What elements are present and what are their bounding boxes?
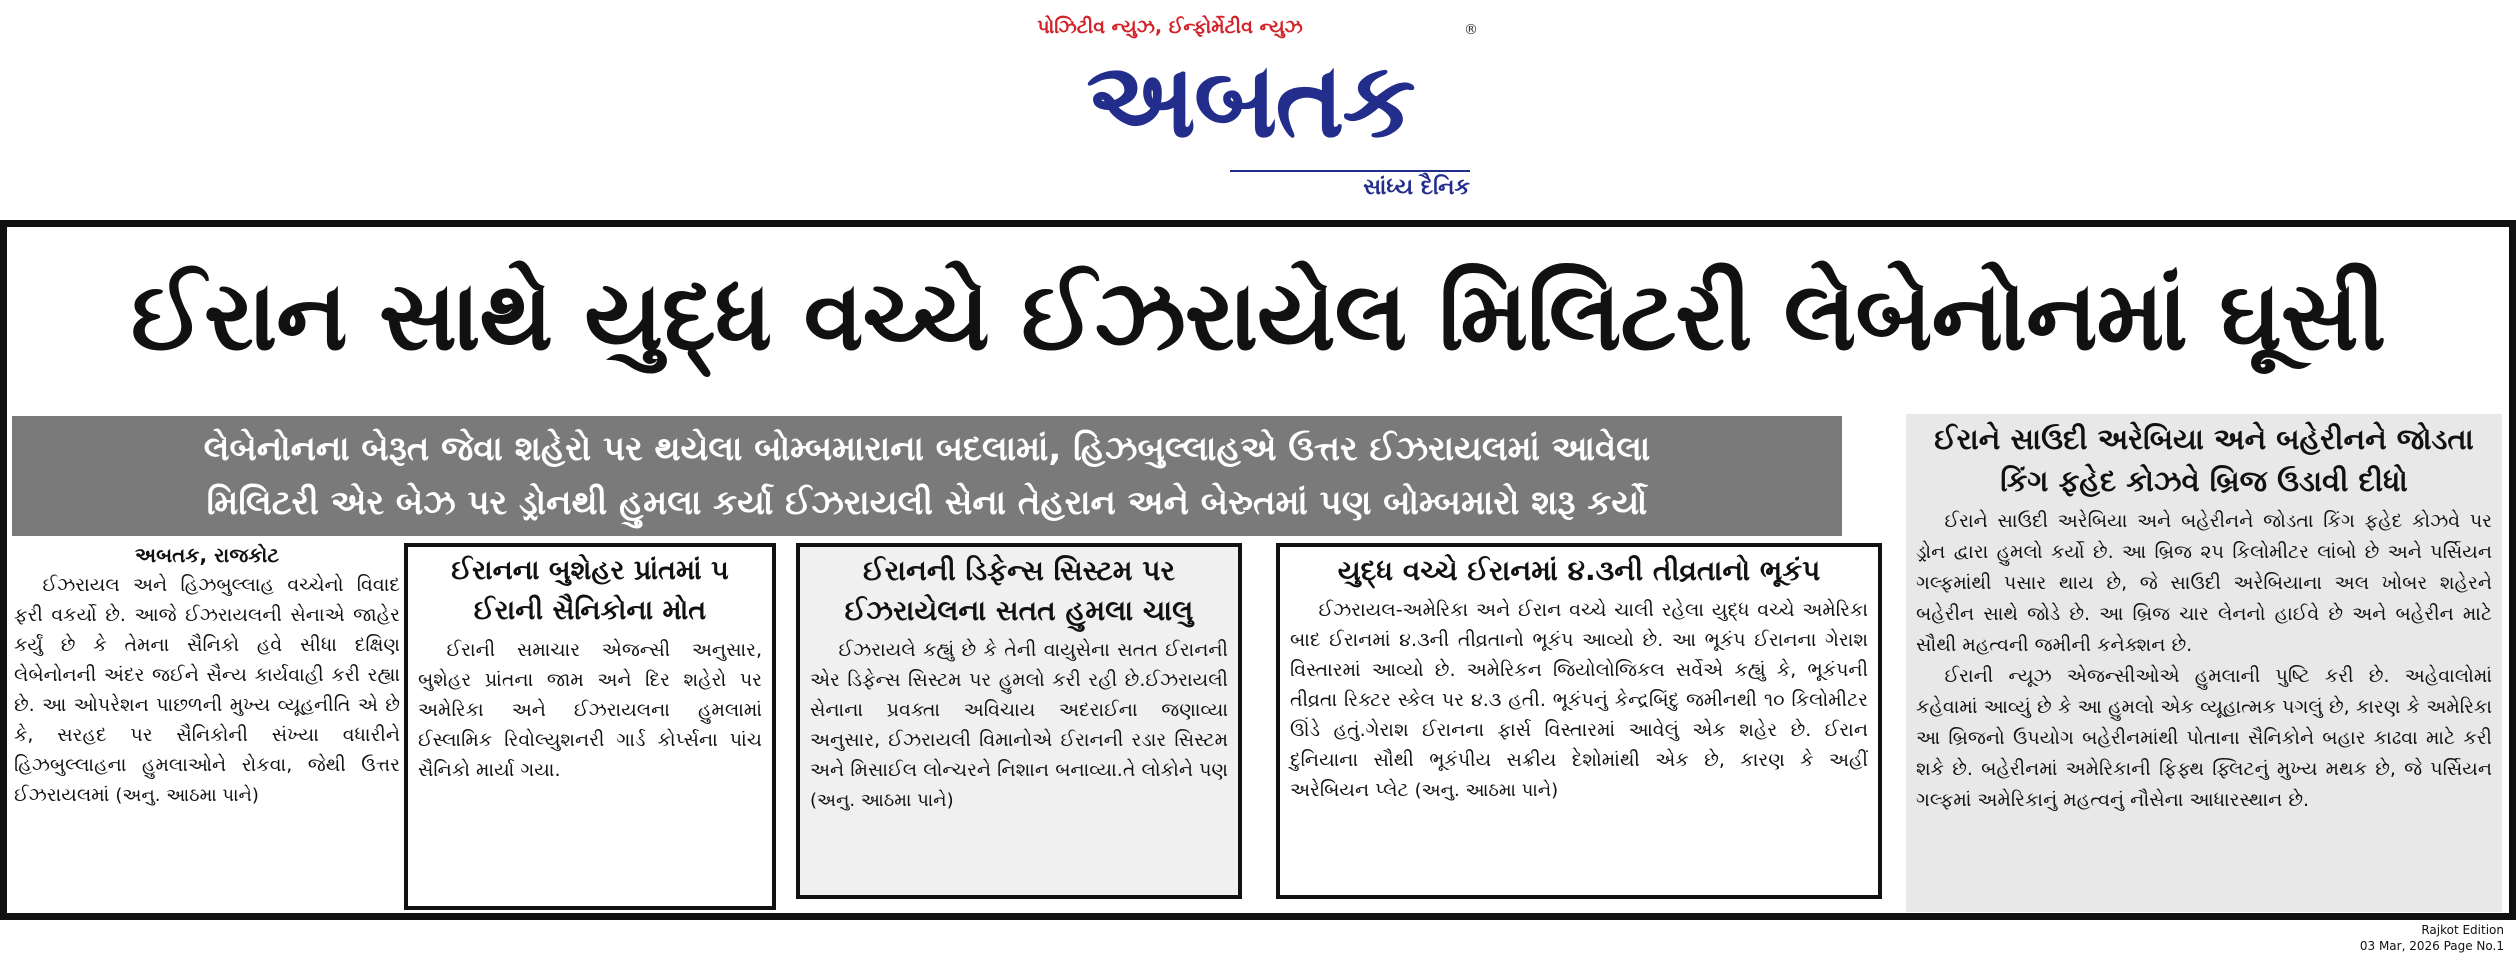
continued-jump: (અનુ. આઠમા પાને) — [810, 790, 954, 811]
story-defense-content: ઈઝરાયલે કહ્યું છે કે તેની વાયુસેના સતત ઈરાનની એર ડિફેન્સ સિસ્ટમ પર હુમલો કરી રહી છે.ઈઝરાયલી સેનાના પ્રવક્તા અવિચાય અદરાઈના જણાવ્યા અનુસાર, ઈઝરાયલી વિમાનોએ ઈરાનની રડાર સિસ્ટમ અને મિસાઈલ લોન્ચરને નિશાન બનાવ્યા.તે લોકોને પણ — [810, 639, 1228, 781]
story-causeway-column — [1906, 414, 2502, 912]
story-defense-body — [810, 635, 1228, 816]
frame-left-rule — [0, 220, 7, 920]
continued-jump: (અનુ. આઠમા પાને) — [115, 785, 259, 806]
story-earthquake-headline: યુદ્ધ વચ્ચે ઈરાનમાં ૪.૩ની તીવ્રતાનો ભૂકંપ — [1337, 554, 1821, 587]
story-bushehr-headline: ઈરાનના બુશેહર પ્રાંતમાં ૫ ઈરાની સૈનિકોના મોત — [451, 555, 729, 626]
story-earthquake-box — [1276, 543, 1882, 899]
story-causeway-headline: ઈરાને સાઉદી અરેબિયા અને બહેરીનને જોડતા કિંગ ફહેદ કોઝવે બ્રિજ ઉડાવી દીધો — [1934, 422, 2474, 498]
newspaper-logo: અબતક — [1086, 39, 1414, 161]
masthead — [0, 0, 2516, 218]
continued-jump: (અનુ. આઠમા પાને) — [1414, 780, 1559, 801]
story-causeway-para-2: ઈરાની ન્યૂઝ એજન્સીઓએ હુમલાની પુષ્ટિ કરી છે. અહેવાલોમાં કહેવામાં આવ્યું છે કે આ હુમલો એક વ્યૂહાત્મક પગલું છે, કારણ કે અમેરિકા આ બ્રિજનો ઉપયોગ બહેરીનમાંથી પોતાના સૈનિકોને બહાર કાઢવા માટે કરી શકે છે. બહેરીનમાં અમેરિકાની ફિફ્થ ફ્લિટનું મુખ્ય મથક છે, જે પર્સિયન ગલ્ફમાં અમેરિકાનું મહત્વનું નૌસેના આધારસ્થાન છે. — [1916, 665, 2492, 811]
lead-headline: ઈરાન સાથે યુદ્ધ વચ્ચે ઈઝરાયેલ મિલિટરી લેબેનોનમાં ઘૂસી — [130, 260, 2386, 372]
story-defense-headline: ઈરાનની ડિફેન્સ સિસ્ટમ પર ઈઝરાયેલના સતત હુમલા ચાલુ — [844, 554, 1194, 627]
edition-type: સાંધ્ય દૈનિક — [1363, 175, 1470, 200]
story-bushehr-box — [404, 543, 776, 910]
story-causeway-para-1: ઈરાને સાઉદી અરેબિયા અને બહેરીનને જોડતા કિંગ ફહેદ કોઝવે પર ડ્રોન દ્વારા હુમલો કર્યો છે. આ બ્રિજ ૨૫ કિલોમીટર લાંબો છે અને પર્સિયન ગલ્ફમાંથી પસાર થાય છે, જે સાઉદી અરેબિયાના અલ ખોબર શહેરને બહેરીન સાથે જોડે છે. આ બ્રિજ ચાર લેનનો હાઈવે છે અને બહેરીન માટે સૌથી મહત્વની જમીની કનેક્શન છે. — [1916, 510, 2492, 656]
story-bushehr-body: ઈરાની સમાચાર એજન્સી અનુસાર, બુશેહર પ્રાંતના જામ અને દિર શહેરો પર અમેરિકા અને ઈઝરાયલના હુમલામાં ઈસ્લામિક રિવોલ્યુશનરી ગાર્ડ કોર્પ્સના પાંચ સૈનિકો માર્યા ગયા. — [418, 639, 762, 781]
edition-date-page: 03 Mar, 2026 Page No.1 — [2359, 939, 2504, 953]
subhead-line-1: લેબેનોનના બેરૂત જેવા શહેરો પર થયેલા બોમ્બમારાના બદલામાં, હિઝબુલ્લાહએ ઉત્તર ઈઝરાયલમાં આવેલા — [203, 429, 1651, 469]
lead-body-text — [14, 570, 400, 811]
edition-info — [2360, 922, 2504, 954]
story-earthquake-content: ઈઝરાયલ-અમેરિકા અને ઈરાન વચ્ચે ચાલી રહેલા યુદ્ધ વચ્ચે અમેરિકા બાદ ઈરાનમાં ૪.૩ની તીવ્રતાનો ભૂકંપ આવ્યો છે. આ ભૂકંપ ઈરાનના ગેરાશ વિસ્તારમાં આવ્યો છે. અમેરિકન જિયોલોજિકલ સર્વેએ કહ્યું કે, ભૂકંપની તીવ્રતા રિક્ટર સ્કેલ પર ૪.૩ હતી. ભૂકંપનું કેન્દ્રબિંદુ જમીનથી ૧૦ કિલોમીટર ઊંડે હતું.ગેરાશ ઈરાનના ફાર્સ વિસ્તારમાં આવેલું એક શહેર છે. ઈરાન દુનિયાના સૌથી ભૂકંપીય સક્રીય દેશોમાંથી એક છે, કારણ કે અહીં અરેબિયન પ્લેટ — [1290, 599, 1868, 801]
lead-subheadline — [12, 416, 1842, 536]
lead-body-content: ઈઝરાયલ અને હિઝબુલ્લાહ વચ્ચેનો વિવાદ ફરી વકર્યો છે. આજે ઈઝરાયલની સેનાએ જાહેર કર્યું છે કે તેમના સૈનિકો હવે સીધા દક્ષિણ લેબેનોનની અંદર જઈને સૈન્ય કાર્યવાહી કરી રહ્યા છે. આ ઓપરેશન પાછળની મુખ્ય વ્યૂહનીતિ એ છે કે, સરહદ પર સૈનિકોની સંખ્યા વધારીને હિઝબુલ્લાહના હુમલાઓને રોકવા, જેથી ઉત્તર ઈઝરાયલમાં — [14, 574, 400, 806]
lead-story-body — [14, 540, 400, 912]
edition-name: Rajkot Edition — [2421, 923, 2504, 937]
registered-mark: ® — [1464, 22, 1478, 38]
logo-underline — [1230, 170, 1470, 172]
frame-right-rule — [2509, 220, 2516, 920]
masthead-tagline: પોઝિટીવ ન્યુઝ, ઈન્ફોર્મેટીવ ન્યુઝ — [1037, 16, 1303, 38]
dateline: અબતક, રાજકોટ — [134, 543, 280, 567]
subhead-line-2: મિલિટરી એર બેઝ પર ડ્રોનથી હુમલા કર્યા ઈઝરાયલી સેના તેહરાન અને બેરુતમાં પણ બોમ્બમારો શરૂ કર્યો — [206, 483, 1648, 523]
story-earthquake-body — [1290, 595, 1868, 806]
story-defense-box — [796, 543, 1242, 899]
